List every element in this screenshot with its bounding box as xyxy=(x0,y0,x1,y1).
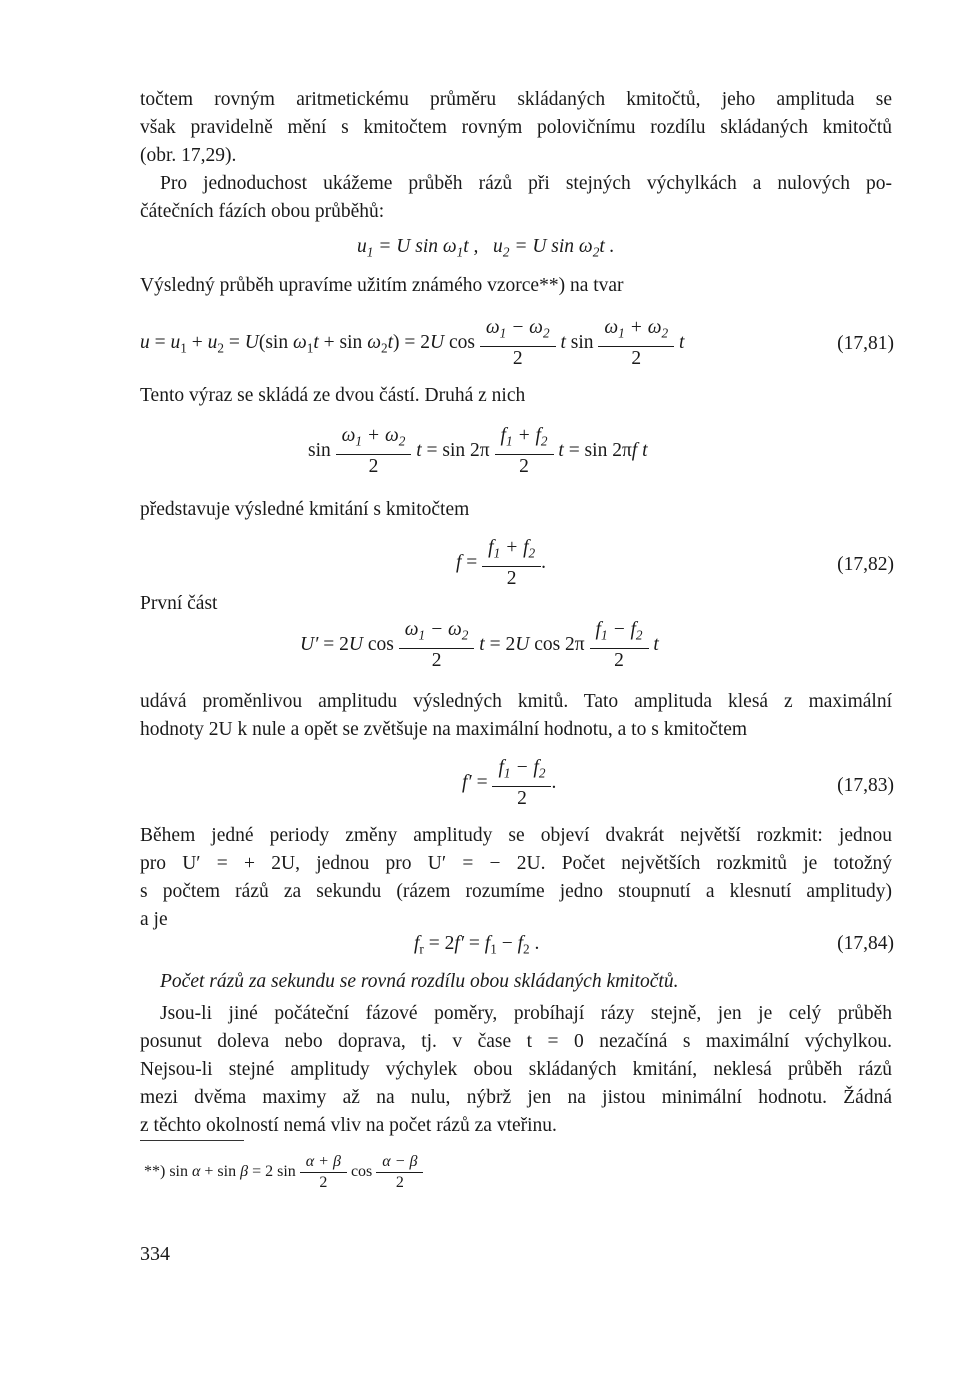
equation-17-81: $u = u_1 + u_2 = U(\sin$ $\omega_1t + \sin \omega_2t) = 2U$ cos $\frac{\omega_1 - \omega_2}{2}$ t sin $\frac{\omega_1 + \omega_2}{2}$ t xyxy=(140,317,685,369)
footnote-marker: **) xyxy=(144,1163,166,1181)
paragraph-line: Jsou-li jiné počáteční fázové poměry, probíhají rázy stejně, jen je celý průběh xyxy=(160,1003,892,1024)
paragraph-line: Nejsou-li stejné amplitudy výchylek obou skládaných kmitání, neklesá průběh rázů xyxy=(140,1059,892,1080)
equation-17-82: f = $\frac{f_1 + f_2}{2}$ . xyxy=(456,537,547,589)
equation-number: (17,83) xyxy=(837,775,894,796)
italic-statement: Počet rázů za sekundu se rovná rozdílu obou skládaných kmitočtů. xyxy=(160,971,679,992)
paragraph-line: z těchto okolností nemá vliv na počet rázů za vteřinu. xyxy=(140,1115,557,1136)
paragraph-line: čátečních fázích obou průběhů: xyxy=(140,201,385,222)
equation-second-part: sin $\frac{\omega_1 + \omega_2}{2}$ t = sin 2π $\frac{f_1 + f_2}{2}$ t = sin 2πf t xyxy=(308,425,648,477)
equation-17-84: $f_r = 2f' = f_1 - f_2$ . xyxy=(414,933,540,957)
paragraph-line: hodnoty 2U k nule a opět se zvětšuje na maximální hodnotu, a to s kmitočtem xyxy=(140,719,748,740)
footnote: **) sin α + sin β = 2 sin $\frac{\alpha + \beta}{2}$ cos $\frac{\alpha - \beta}{2}$ xyxy=(144,1152,423,1193)
equation-u1-u2: $u_1 = U$ $\sin \omega_1t$ , $u_2 = U$ $\sin \omega_2t$ . xyxy=(357,236,615,260)
paragraph-line: Během jedné periody změny amplitudy se objeví dvakrát největší rozkmit: jednou xyxy=(140,825,892,846)
paragraph-line: Pro jednoduchost ukážeme průběh rázů při stejných výchylkách a nulových po- xyxy=(160,173,892,194)
paragraph-line: Výsledný průběh upravíme užitím známého vzorce**) na tvar xyxy=(140,275,624,296)
paragraph-line: a je xyxy=(140,909,168,930)
equation-number: (17,82) xyxy=(837,554,894,575)
paragraph-line: Tento výraz se skládá ze dvou částí. Druhá z nich xyxy=(140,385,526,406)
footnote-separator xyxy=(140,1140,244,1141)
equation-number: (17,81) xyxy=(837,333,894,354)
paragraph-line: s počtem rázů za sekundu (rázem rozumíme jedno stoupnutí a klesnutí amplitudy) xyxy=(140,881,892,902)
paragraph-line: pro U′ = + 2U, jednou pro U′ = − 2U. Počet největších rozkmitů je totožný xyxy=(140,853,892,874)
paragraph-line: představuje výsledné kmitání s kmitočtem xyxy=(140,499,470,520)
equation-number: (17,84) xyxy=(837,933,894,954)
paragraph-line: udává proměnlivou amplitudu výsledných kmitů. Tato amplituda klesá z maximální xyxy=(140,691,892,712)
paragraph-line: První část xyxy=(140,593,218,614)
paragraph-line: točtem rovným aritmetickému průměru skládaných kmitočtů, jeho amplituda se xyxy=(140,89,892,110)
paragraph-line: (obr. 17,29). xyxy=(140,145,237,166)
paragraph-line: posunut doleva nebo doprava, tj. v čase t = 0 nezačíná s maximální výchylkou. xyxy=(140,1031,892,1052)
paragraph-line: mezi dvěma maximy až na nulu, nýbrž jen na jistou minimální hodnotu. Žádná xyxy=(140,1087,892,1108)
page-number: 334 xyxy=(140,1243,170,1265)
equation-17-83: f′ = $\frac{f_1 - f_2}{2}$ . xyxy=(462,757,557,809)
equation-first-part: U′ = 2U cos $\frac{\omega_1 - \omega_2}{2}$ t = 2U cos 2π $\frac{f_1 - f_2}{2}$ t xyxy=(300,619,659,671)
paragraph-line: však pravidelně mění s kmitočtem rovným polovičnímu rozdílu skládaných kmitočtů xyxy=(140,117,892,138)
